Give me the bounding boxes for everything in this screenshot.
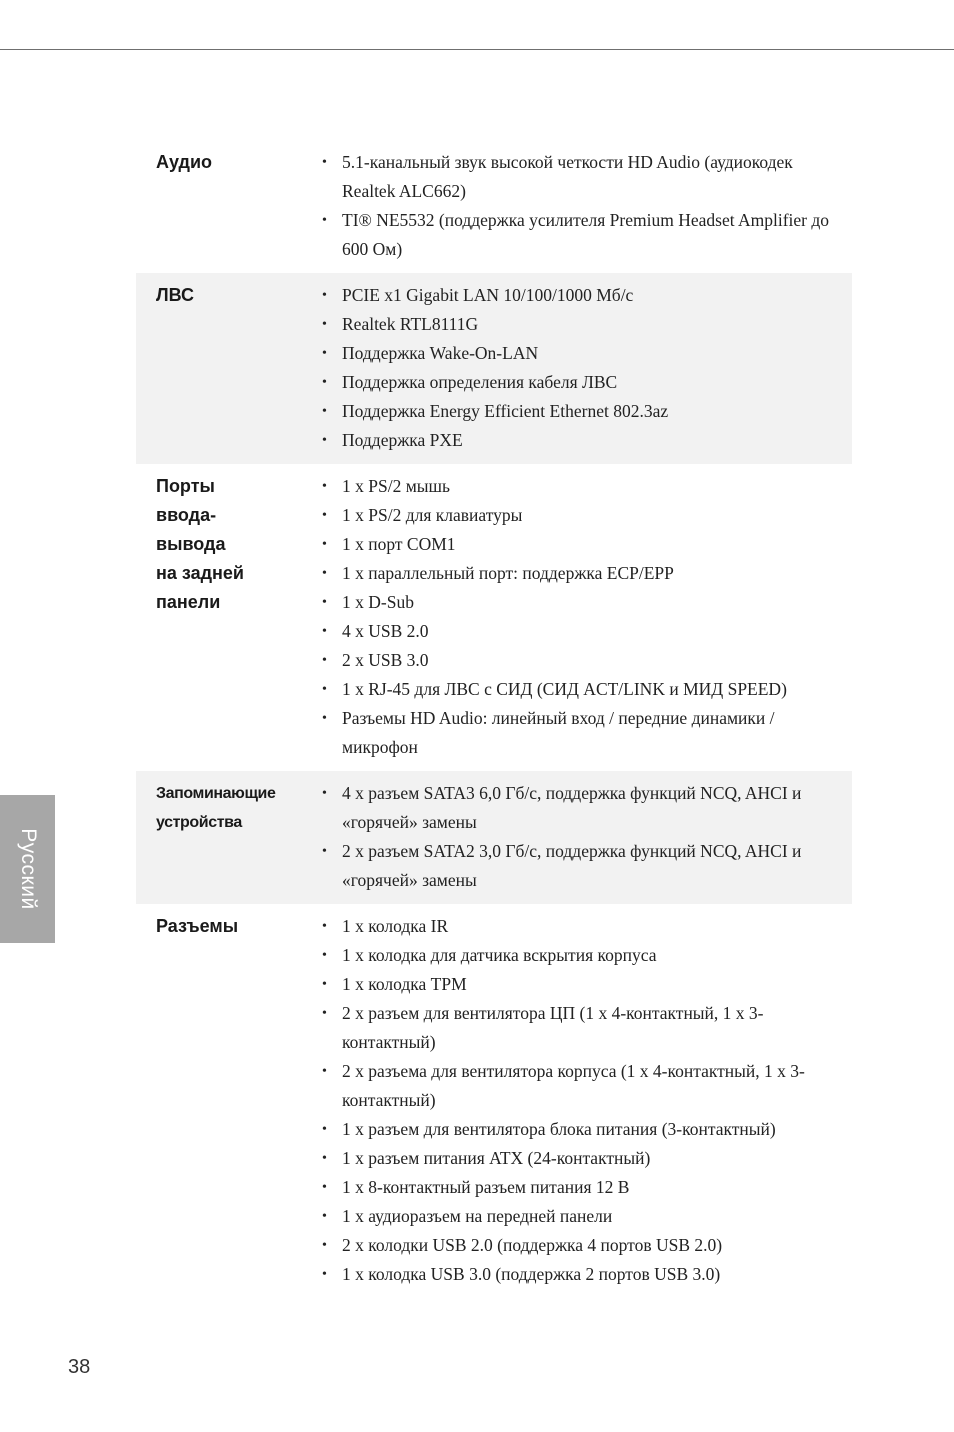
bullet: •: [322, 786, 327, 801]
bullet: •: [322, 653, 327, 668]
spec-label-line: Запоминающие: [156, 785, 276, 802]
list-item: [322, 1260, 852, 1289]
spec-label-line: ввода-: [156, 505, 217, 525]
list-item-text: 5.1-канальный звук высокой четкости HD Audio (аудиокодек Realtek ALC662): [342, 152, 793, 201]
list-item: [322, 1144, 852, 1173]
list-item: [322, 1115, 852, 1144]
spec-item-list: [300, 912, 852, 1289]
spec-item-list: [300, 472, 852, 762]
bullet: •: [322, 977, 327, 992]
list-item-text: Разъемы HD Audio: линейный вход / передние динамики / микрофон: [342, 708, 775, 757]
list-item: [322, 675, 852, 704]
bullet: •: [322, 433, 327, 448]
list-item: [322, 559, 852, 588]
list-item: [322, 426, 852, 455]
list-item-text: Поддержка PXE: [342, 430, 463, 450]
list-item: [322, 912, 852, 941]
list-item-text: Поддержка Energy Efficient Ethernet 802.3az: [342, 401, 669, 421]
bullet: •: [322, 1180, 327, 1195]
list-item-text: TI® NE5532 (поддержка усилителя Premium Headset Amplifier до 600 Ом): [342, 210, 830, 259]
spec-label-line: вывода: [156, 534, 226, 554]
list-item: [322, 368, 852, 397]
list-item-text: PCIE x1 Gigabit LAN 10/100/1000 Мб/с: [342, 285, 634, 305]
language-side-tab-label: Русский: [16, 828, 40, 910]
list-item: [322, 530, 852, 559]
spec-label: [136, 779, 300, 895]
list-item: [322, 310, 852, 339]
list-item: [322, 999, 852, 1057]
list-item-text: 1 x аудиоразъем на передней панели: [342, 1206, 613, 1226]
list-item: [322, 1173, 852, 1202]
list-item: [322, 704, 852, 762]
spec-row-audio: [136, 140, 852, 273]
spec-label-line: Порты: [156, 476, 215, 496]
list-item: [322, 206, 852, 264]
bullet: •: [322, 1006, 327, 1021]
spec-row-lan: [136, 273, 852, 464]
bullet: •: [322, 508, 327, 523]
list-item-text: 1 x разъем питания ATX (24-контактный): [342, 1148, 651, 1168]
bullet: •: [322, 213, 327, 228]
spec-row-connectors: [136, 904, 852, 1298]
bullet: •: [322, 566, 327, 581]
bullet: •: [322, 537, 327, 552]
bullet: •: [322, 624, 327, 639]
list-item: [322, 1057, 852, 1115]
list-item-text: 4 x разъем SATA3 6,0 Гб/с, поддержка функций NCQ, AHCI и «горячей» замены: [342, 783, 802, 832]
spec-label-line: Разъемы: [156, 916, 239, 936]
spec-label-line: панели: [156, 592, 221, 612]
bullet: •: [322, 1122, 327, 1137]
language-side-tab: [0, 795, 55, 943]
bullet: •: [322, 595, 327, 610]
list-item-text: 2 x разъема для вентилятора корпуса (1 x 4-контактный, 1 x 3-контактный): [342, 1061, 805, 1110]
list-item: [322, 588, 852, 617]
list-item-text: 1 x PS/2 для клавиатуры: [342, 505, 523, 525]
spec-label: [136, 912, 300, 1289]
list-item-text: Realtek RTL8111G: [342, 314, 479, 334]
list-item-text: 1 x разъем для вентилятора блока питания (3-контактный): [342, 1119, 776, 1139]
spec-label-line: устройства: [156, 814, 242, 831]
list-item: [322, 1231, 852, 1260]
header-rule: [0, 49, 954, 50]
list-item-text: 1 x колодка для датчика вскрытия корпуса: [342, 945, 657, 965]
list-item-text: 1 x 8-контактный разъем питания 12 В: [342, 1177, 630, 1197]
bullet: •: [322, 288, 327, 303]
bullet: •: [322, 317, 327, 332]
list-item-text: 2 x USB 3.0: [342, 650, 429, 670]
spec-label: [136, 281, 300, 455]
spec-label: [136, 148, 300, 264]
list-item-text: 2 x разъем SATA2 3,0 Гб/с, поддержка функций NCQ, AHCI и «горячей» замены: [342, 841, 802, 890]
list-item-text: 1 x порт COM1: [342, 534, 456, 554]
list-item-text: 1 x колодка TPM: [342, 974, 467, 994]
list-item-text: 1 x колодка USB 3.0 (поддержка 2 портов USB 3.0): [342, 1264, 721, 1284]
list-item: [322, 837, 852, 895]
bullet: •: [322, 155, 327, 170]
list-item: [322, 779, 852, 837]
spec-row-storage: [136, 771, 852, 904]
list-item-text: 2 x колодки USB 2.0 (поддержка 4 портов USB 2.0): [342, 1235, 723, 1255]
spec-label-line: ЛВС: [156, 285, 194, 305]
list-item-text: 2 x разъем для вентилятора ЦП (1 x 4-контактный, 1 x 3-контактный): [342, 1003, 764, 1052]
bullet: •: [322, 711, 327, 726]
bullet: •: [322, 948, 327, 963]
list-item-text: 4 x USB 2.0: [342, 621, 429, 641]
bullet: •: [322, 404, 327, 419]
bullet: •: [322, 919, 327, 934]
list-item: [322, 941, 852, 970]
spec-table: [136, 140, 852, 1298]
list-item: [322, 501, 852, 530]
bullet: •: [322, 682, 327, 697]
bullet: •: [322, 1238, 327, 1253]
list-item: [322, 617, 852, 646]
bullet: •: [322, 844, 327, 859]
spec-item-list: [300, 281, 852, 455]
spec-label-line: на задней: [156, 563, 244, 583]
spec-item-list: [300, 779, 852, 895]
spec-item-list: [300, 148, 852, 264]
page-number: 38: [68, 1356, 91, 1378]
list-item-text: 1 x колодка IR: [342, 916, 449, 936]
list-item: [322, 281, 852, 310]
list-item: [322, 148, 852, 206]
bullet: •: [322, 1064, 327, 1079]
list-item: [322, 339, 852, 368]
list-item-text: 1 x PS/2 мышь: [342, 476, 450, 496]
list-item: [322, 646, 852, 675]
spec-label-line: Аудио: [156, 152, 213, 172]
list-item-text: Поддержка определения кабеля ЛВС: [342, 372, 618, 392]
list-item: [322, 1202, 852, 1231]
bullet: •: [322, 1267, 327, 1282]
bullet: •: [322, 346, 327, 361]
list-item-text: Поддержка Wake-On-LAN: [342, 343, 539, 363]
bullet: •: [322, 1209, 327, 1224]
list-item: [322, 970, 852, 999]
list-item: [322, 397, 852, 426]
list-item-text: 1 x параллельный порт: поддержка ECP/EPP: [342, 563, 674, 583]
bullet: •: [322, 375, 327, 390]
list-item-text: 1 x RJ-45 для ЛВС с СИД (СИД ACT/LINK и МИД SPEED): [342, 679, 787, 699]
list-item: [322, 472, 852, 501]
bullet: •: [322, 1151, 327, 1166]
list-item-text: 1 x D-Sub: [342, 592, 414, 612]
bullet: •: [322, 479, 327, 494]
spec-label: [136, 472, 300, 762]
spec-row-rear-panel-io: [136, 464, 852, 771]
